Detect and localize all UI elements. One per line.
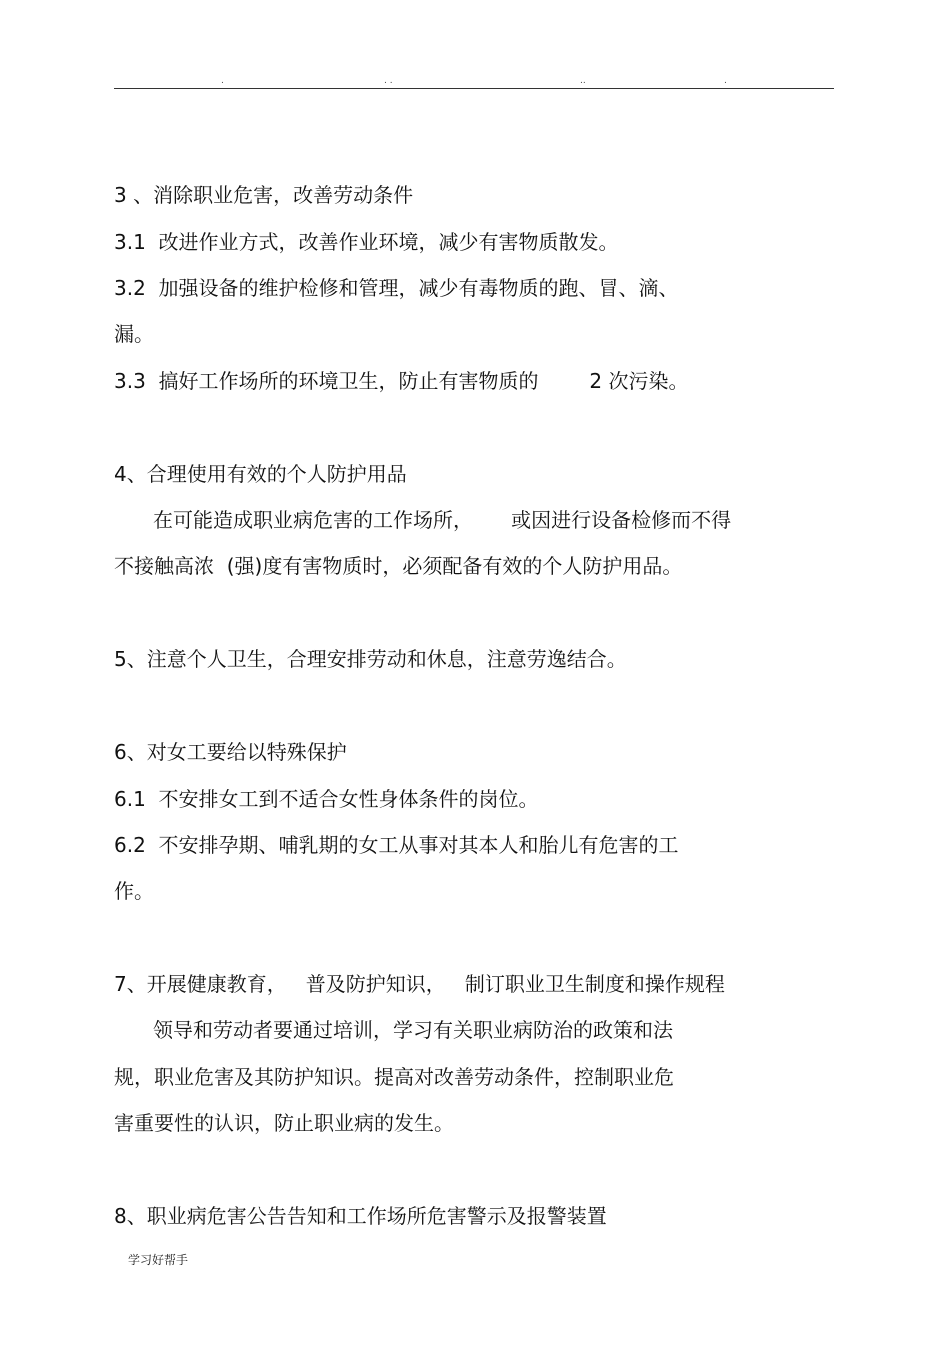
- paragraph-3-2-continued: 漏。: [114, 322, 154, 346]
- header-rule: [114, 88, 834, 89]
- paragraph-6-1: 6.1 不安排女工到不适合女性身体条件的岗位。: [114, 787, 539, 811]
- section-heading-8: 8、职业病危害公告告知和工作场所危害警示及报警装置: [114, 1204, 607, 1228]
- header-dot: . .: [384, 76, 393, 86]
- paragraph-3-2: 3.2 加强设备的维护检修和管理，减少有毒物质的跑、冒、滴、: [114, 276, 679, 300]
- footer-text: 学习好帮手: [128, 1253, 189, 1267]
- section-heading-7: 7、开展健康教育， 普及防护知识， 制订职业卫生制度和操作规程: [114, 972, 725, 996]
- header-dot: .: [221, 76, 224, 86]
- section-heading-4: 4、合理使用有效的个人防护用品: [114, 462, 407, 486]
- paragraph-7-body-continued: 规，职业危害及其防护知识。提高对改善劳动条件，控制职业危: [114, 1065, 674, 1089]
- paragraph-4-body-continued: 不接触高浓 (强)度有害物质时，必须配备有效的个人防护用品。: [114, 554, 683, 578]
- paragraph-7-body-end: 害重要性的认识，防止职业病的发生。: [114, 1111, 454, 1135]
- paragraph-4-body: 在可能造成职业病危害的工作场所， 或因进行设备检修而不得: [153, 508, 732, 532]
- paragraph-6-2: 6.2 不安排孕期、哺乳期的女工从事对其本人和胎儿有危害的工: [114, 833, 679, 857]
- section-heading-6: 6、对女工要给以特殊保护: [114, 740, 347, 764]
- paragraph-7-body: 领导和劳动者要通过培训，学习有关职业病防治的政策和法: [153, 1018, 673, 1042]
- header-dot: .: [724, 76, 727, 86]
- paragraph-3-1: 3.1 改进作业方式，改善作业环境，减少有害物质散发。: [114, 230, 619, 254]
- section-heading-5: 5、注意个人卫生，合理安排劳动和休息，注意劳逸结合。: [114, 647, 627, 671]
- section-heading-3: 3 、消除职业危害，改善劳动条件: [114, 183, 414, 207]
- paragraph-6-2-continued: 作。: [114, 879, 154, 903]
- paragraph-3-3: 3.3 搞好工作场所的环境卫生，防止有害物质的 2 次污染。: [114, 369, 689, 393]
- header-dot: ..: [580, 76, 586, 86]
